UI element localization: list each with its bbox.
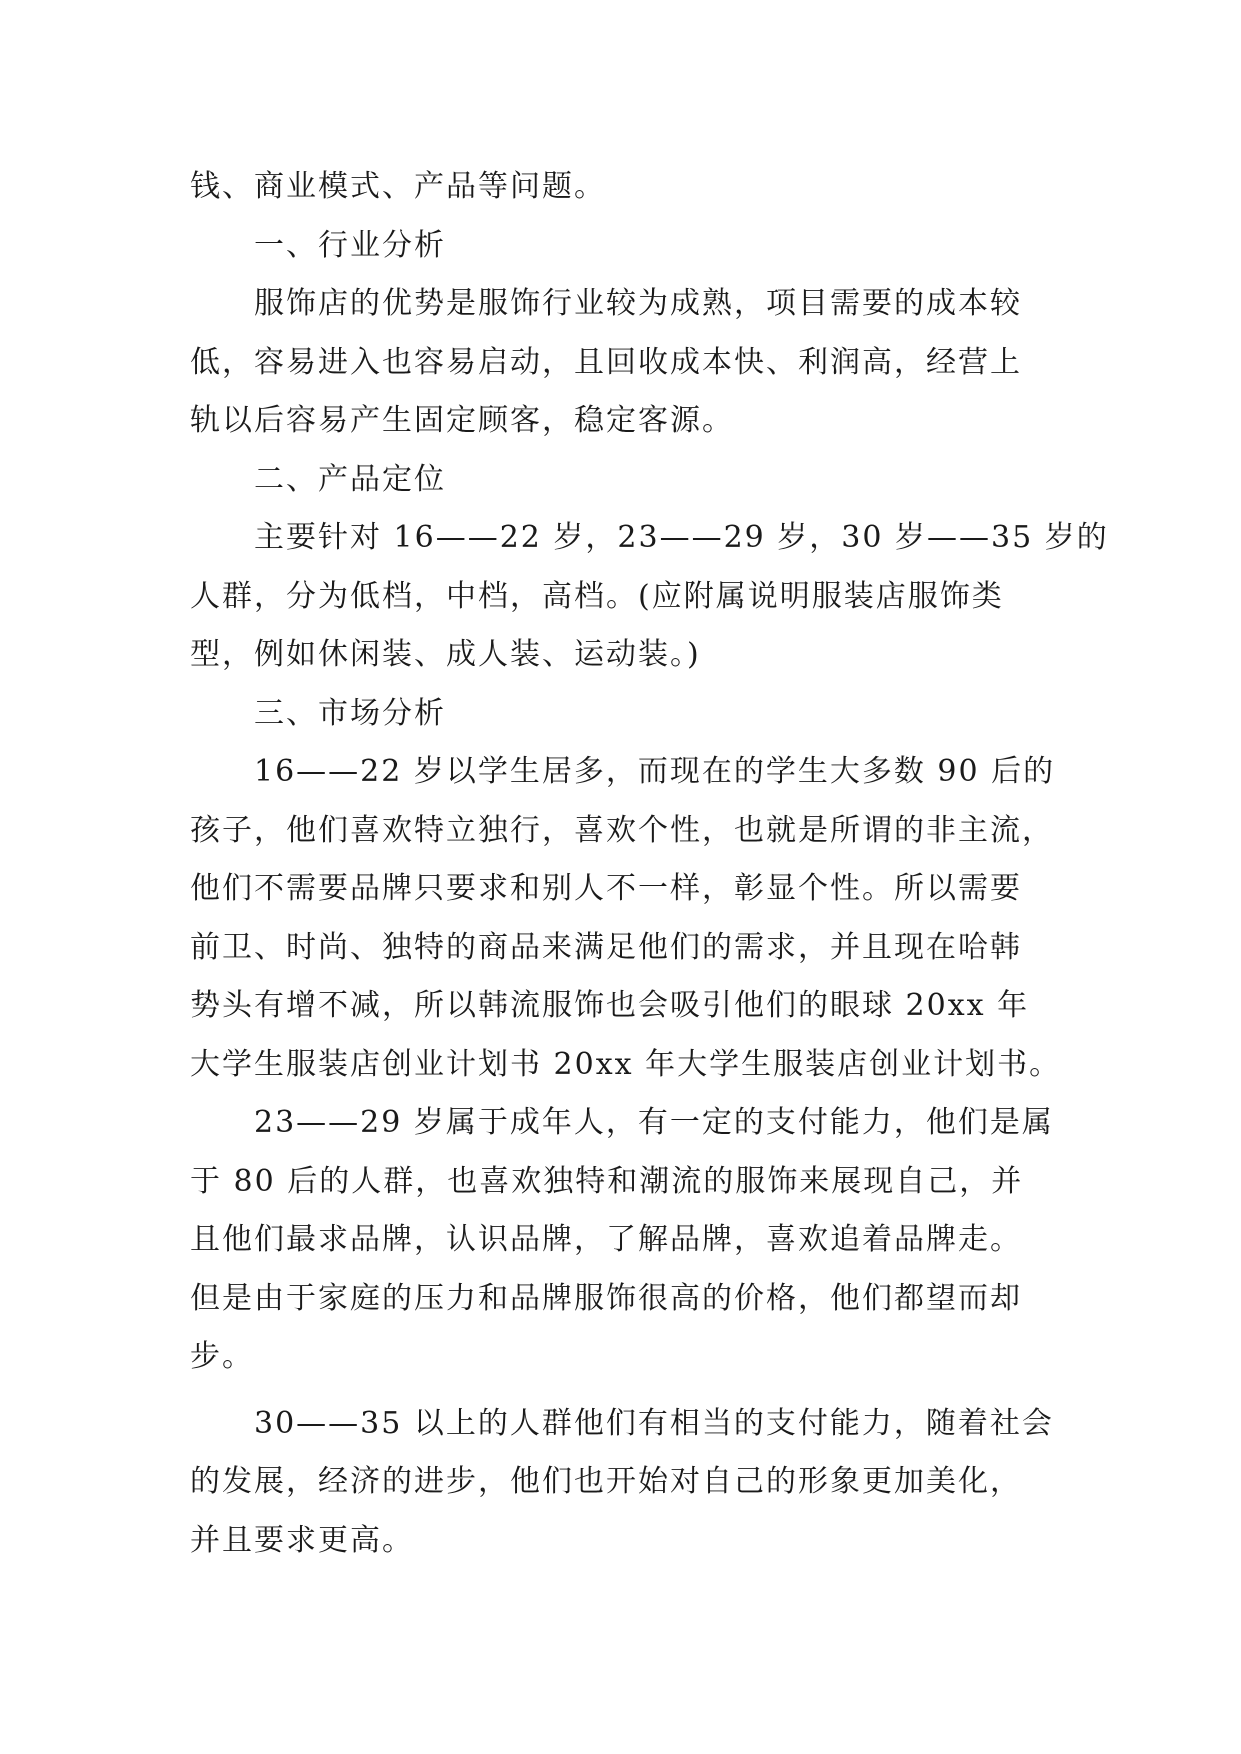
text-line: 人群，分为低档，中档，高档。(应附属说明服装店服饰类 bbox=[190, 578, 1004, 614]
text-line: 步。 bbox=[190, 1339, 254, 1374]
text-line: 16——22 岁以学生居多，而现在的学生大多数 90 后的 bbox=[254, 754, 1056, 789]
text-line: 服饰店的优势是服饰行业较为成熟，项目需要的成本较 bbox=[254, 286, 1022, 321]
text-line: 轨以后容易产生固定顾客，稳定客源。 bbox=[190, 403, 734, 438]
text-line: 孩子，他们喜欢特立独行，喜欢个性，也就是所谓的非主流， bbox=[190, 812, 1054, 848]
text-line: 且他们最求品牌，认识品牌，了解品牌，喜欢追着品牌走。 bbox=[190, 1222, 1022, 1257]
section-heading-market-analysis: 三、市场分析 bbox=[254, 695, 446, 731]
text-line: 但是由于家庭的压力和品牌服饰很高的价格，他们都望而却 bbox=[190, 1280, 1022, 1316]
section-heading-industry-analysis: 一、行业分析 bbox=[254, 227, 446, 263]
text-line: 势头有增不减，所以韩流服饰也会吸引他们的眼球 20xx 年 bbox=[190, 988, 1030, 1023]
text-line: 低，容易进入也容易启动，且回收成本快、利润高，经营上 bbox=[190, 344, 1022, 380]
text-line: 的发展，经济的进步，他们也开始对自己的形象更加美化， bbox=[190, 1464, 1022, 1499]
text-line: 主要针对 16——22 岁，23——29 岁，30 岁——35 岁的 bbox=[254, 520, 1109, 555]
paragraph-gap bbox=[190, 1387, 1050, 1395]
text-line: 23——29 岁属于成年人，有一定的支付能力，他们是属 bbox=[254, 1105, 1054, 1140]
text-line: 大学生服装店创业计划书 20xx 年大学生服装店创业计划书。 bbox=[190, 1046, 1062, 1082]
text-line: 型，例如休闲装、成人装、运动装。) bbox=[190, 637, 701, 672]
text-line: 前卫、时尚、独特的商品来满足他们的需求，并且现在哈韩 bbox=[190, 929, 1022, 965]
text-line: 并且要求更高。 bbox=[190, 1522, 414, 1558]
text-line: 于 80 后的人群，也喜欢独特和潮流的服饰来展现自己，并 bbox=[190, 1163, 1024, 1199]
document-body bbox=[190, 158, 1109, 1570]
text-line: 30——35 以上的人群他们有相当的支付能力，随着社会 bbox=[254, 1405, 1054, 1441]
text-line: 他们不需要品牌只要求和别人不一样，彰显个性。所以需要 bbox=[190, 871, 1022, 906]
section-heading-product-positioning: 二、产品定位 bbox=[254, 461, 446, 497]
text-line: 钱、商业模式、产品等问题。 bbox=[190, 169, 606, 204]
